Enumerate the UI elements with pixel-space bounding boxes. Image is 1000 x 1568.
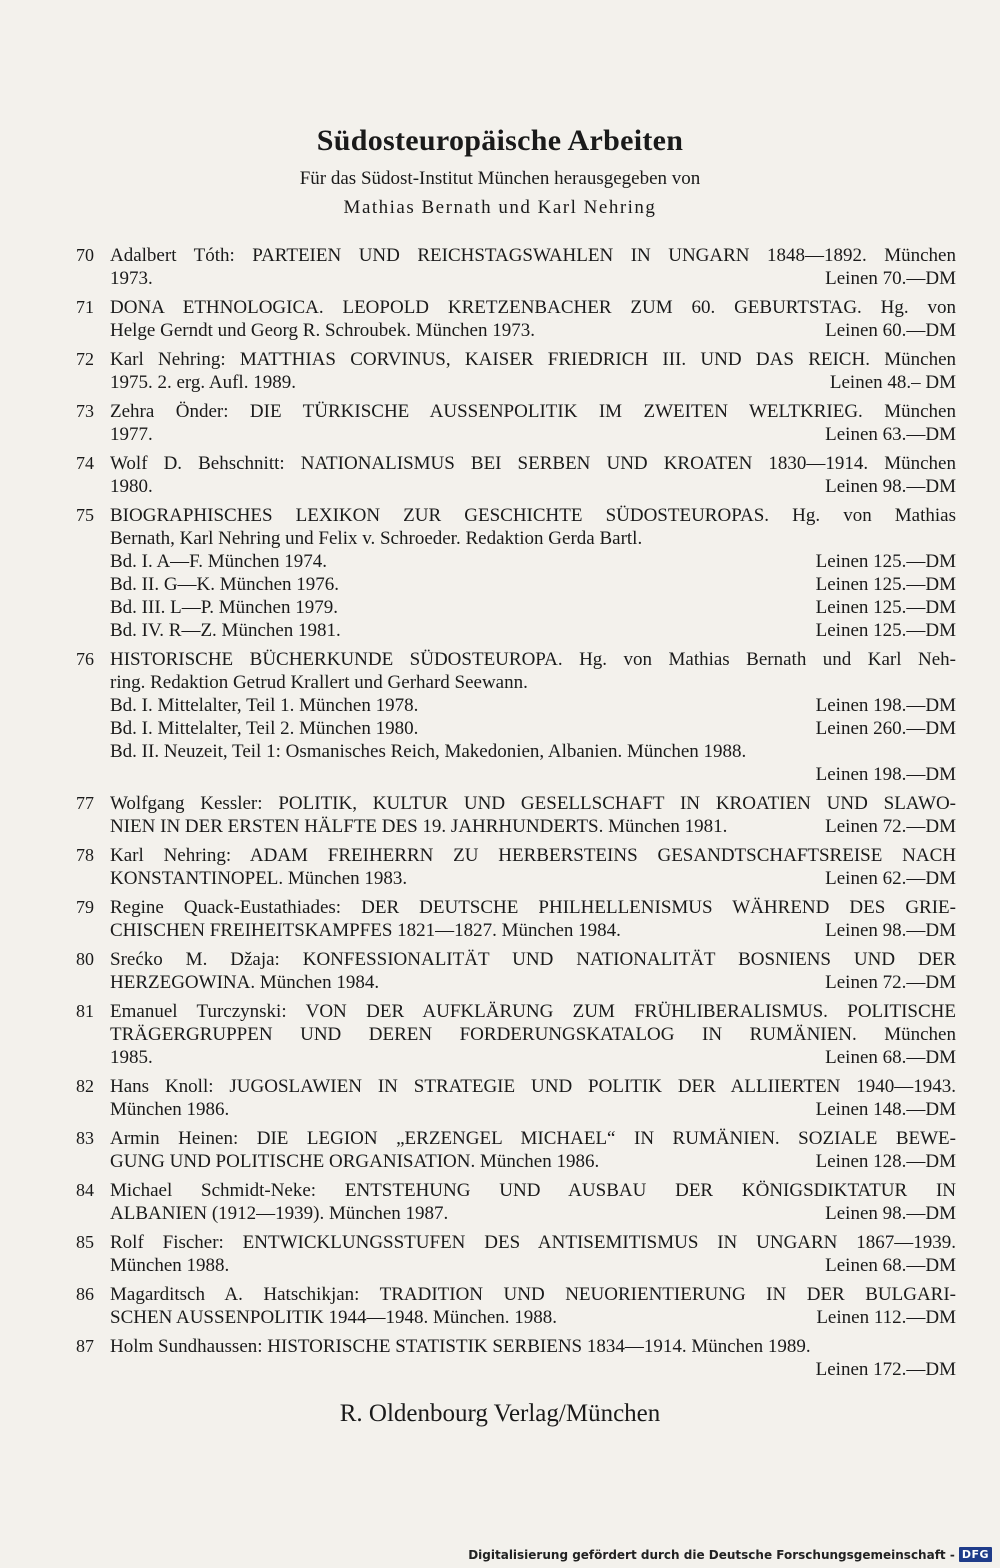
entry-number: 80 [76, 949, 94, 969]
entry-text-line: ring. Redaktion Getrud Krallert und Gerhard Seewann. [110, 672, 528, 693]
entry-last-line [110, 371, 956, 394]
digitization-footer [468, 1547, 992, 1562]
entry-text-line: Rolf Fischer: ENTWICKLUNGSSTUFEN DES ANTISEMITISMUS IN UNGARN 1867—1939. [110, 1232, 956, 1253]
entry-text-line: Holm Sundhaussen: HISTORISCHE STATISTIK SERBIENS 1834—1914. München 1989. [110, 1336, 811, 1357]
entry-last-line [110, 1254, 956, 1277]
entry-text-line: Michael Schmidt-Neke: ENTSTEHUNG UND AUSBAU DER KÖNIGSDIKTATUR IN [110, 1180, 956, 1201]
entry-body [110, 1075, 956, 1121]
entry-last-line [110, 1150, 956, 1173]
entry-last-line [110, 475, 956, 498]
entry-text-line: CHISCHEN FREIHEITSKAMPFES 1821—1827. München 1984. [110, 920, 621, 941]
entry-number: 82 [76, 1076, 94, 1096]
entry-price: Leinen 112.—DM [816, 1307, 956, 1328]
entry-text-line: Emanuel Turczynski: VON DER AUFKLÄRUNG ZUM FRÜHLIBERALISMUS. POLITISCHE [110, 1001, 956, 1022]
entry-price: Leinen 72.—DM [825, 816, 956, 837]
list-item [76, 1179, 956, 1225]
entry-last-line [110, 1098, 956, 1121]
entry-price: Leinen 98.—DM [825, 1203, 956, 1224]
entry-number: 75 [76, 505, 94, 525]
series-title: Südosteuropäische Arbeiten [316, 124, 684, 157]
list-item [76, 452, 956, 498]
entry-number: 79 [76, 897, 94, 917]
entry-text-line: München 1988. [110, 1255, 230, 1276]
entry-number: 83 [76, 1128, 94, 1148]
series-subtitle: Für das Südost-Institut München herausgegeben von [299, 168, 701, 189]
entry-body [110, 1283, 956, 1329]
volume-text: Bd. II. Neuzeit, Teil 1: Osmanisches Reich, Makedonien, Albanien. München 1988. [110, 741, 747, 762]
entry-body [110, 896, 956, 942]
entry-price: Leinen 68.—DM [825, 1255, 956, 1276]
entry-text-line: 1973. [110, 268, 153, 289]
entry-text-line: ALBANIEN (1912—1939). München 1987. [110, 1203, 449, 1224]
volume-row [110, 619, 956, 642]
entry-number: 76 [76, 649, 94, 669]
list-item [76, 792, 956, 838]
entry-text-line: Armin Heinen: DIE LEGION „ERZENGEL MICHAEL“ IN RUMÄNIEN. SOZIALE BEWE- [110, 1128, 956, 1149]
entry-body [110, 504, 956, 642]
entry-text-line: Regine Quack-Eustathiades: DER DEUTSCHE PHILHELLENISMUS WÄHREND DES GRIE- [110, 897, 956, 918]
list-item [76, 296, 956, 342]
entry-text-line: Wolf D. Behschnitt: NATIONALISMUS BEI SERBEN UND KROATEN 1830—1914. München [110, 453, 956, 474]
volume-price: Leinen 125.—DM [815, 620, 956, 641]
publication-list [76, 244, 956, 1387]
entry-body [110, 844, 956, 890]
entry-body [110, 792, 956, 838]
entry-price: Leinen 98.—DM [825, 920, 956, 941]
entry-text-line: München 1986. [110, 1099, 230, 1120]
volume-row [110, 717, 956, 740]
volume-price: Leinen 125.—DM [815, 597, 956, 618]
entry-body [110, 452, 956, 498]
volume-price: Leinen 198.—DM [815, 695, 956, 716]
publisher-imprint: R. Oldenbourg Verlag/München [339, 1400, 661, 1427]
entry-price: Leinen 98.—DM [825, 476, 956, 497]
entry-body [110, 1231, 956, 1277]
entry-body [110, 244, 956, 290]
entry-price: Leinen 63.—DM [825, 424, 956, 445]
entry-last-line [110, 919, 956, 942]
entry-last-line [110, 1306, 956, 1329]
dfg-logo-icon: DFG [959, 1547, 992, 1562]
entry-body [110, 1127, 956, 1173]
volume-text: Bd. III. L—P. München 1979. [110, 597, 338, 618]
entry-number: 81 [76, 1001, 94, 1021]
entry-text-line: NIEN IN DER ERSTEN HÄLFTE DES 19. JAHRHUNDERTS. München 1981. [110, 816, 728, 837]
list-item [76, 244, 956, 290]
list-item [76, 1127, 956, 1173]
list-item [76, 504, 956, 642]
footer-text: Digitalisierung gefördert durch die Deutsche Forschungsgemeinschaft - [468, 1547, 955, 1562]
entry-last-line [110, 423, 956, 446]
entry-number: 77 [76, 793, 94, 813]
entry-text-line: Hans Knoll: JUGOSLAWIEN IN STRATEGIE UND POLITIK DER ALLIIERTEN 1940—1943. [110, 1076, 956, 1097]
list-item [76, 1283, 956, 1329]
entry-last-line [110, 1046, 956, 1069]
entry-text-line: Magarditsch A. Hatschikjan: TRADITION UND NEUORIENTIERUNG IN DER BULGARI- [110, 1284, 956, 1305]
entry-last-line [110, 815, 956, 838]
entry-price: Leinen 68.—DM [825, 1047, 956, 1068]
volume-row [110, 573, 956, 596]
entry-text-line: Bernath, Karl Nehring und Felix v. Schroeder. Redaktion Gerda Bartl. [110, 528, 643, 549]
volume-text: Bd. I. A—F. München 1974. [110, 551, 327, 572]
entry-last-line [110, 267, 956, 290]
list-item [76, 348, 956, 394]
volume-price: Leinen 125.—DM [815, 551, 956, 572]
entry-text-line: HERZEGOWINA. München 1984. [110, 972, 380, 993]
entry-number: 87 [76, 1336, 94, 1356]
volume-text: Bd. II. G—K. München 1976. [110, 574, 340, 595]
entry-number: 73 [76, 401, 94, 421]
entry-text-line: DONA ETHNOLOGICA. LEOPOLD KRETZENBACHER ZUM 60. GEBURTSTAG. Hg. von [110, 297, 956, 318]
entry-body [110, 348, 956, 394]
entry-text-line: 1985. [110, 1047, 153, 1068]
volume-text: Bd. I. Mittelalter, Teil 2. München 1980. [110, 718, 419, 739]
entry-text-line: Srećko M. Džaja: KONFESSIONALITÄT UND NATIONALITÄT BOSNIENS UND DER [110, 949, 956, 970]
entry-body [110, 296, 956, 342]
entry-last-line [110, 971, 956, 994]
volume-price: Leinen 260.—DM [815, 718, 956, 739]
list-item [76, 1000, 956, 1069]
entry-body [110, 948, 956, 994]
entry-price: Leinen 72.—DM [825, 972, 956, 993]
entry-price: Leinen 172.—DM [815, 1359, 956, 1380]
entry-body [110, 1000, 956, 1069]
entry-text-line: Karl Nehring: MATTHIAS CORVINUS, KAISER FRIEDRICH III. UND DAS REICH. München [110, 349, 956, 370]
list-item [76, 648, 956, 786]
entry-last-line [110, 319, 956, 342]
entry-price: Leinen 62.—DM [825, 868, 956, 889]
volume-text: Bd. IV. R—Z. München 1981. [110, 620, 341, 641]
entry-text-line: 1975. 2. erg. Aufl. 1989. [110, 372, 296, 393]
entry-price: Leinen 60.—DM [825, 320, 956, 341]
entry-text-line: Wolfgang Kessler: POLITIK, KULTUR UND GESELLSCHAFT IN KROATIEN UND SLAWO- [110, 793, 956, 814]
entry-text-line: SCHEN AUSSENPOLITIK 1944—1948. München. 1988. [110, 1307, 558, 1328]
list-item [76, 948, 956, 994]
entry-number: 86 [76, 1284, 94, 1304]
entry-price: Leinen 128.—DM [815, 1151, 956, 1172]
volume-price: Leinen 198.—DM [815, 764, 956, 785]
entry-price: Leinen 48.– DM [829, 372, 956, 393]
entry-body [110, 400, 956, 446]
entry-price: Leinen 70.—DM [825, 268, 956, 289]
entry-text-line: GUNG UND POLITISCHE ORGANISATION. München 1986. [110, 1151, 600, 1172]
entry-body [110, 648, 956, 786]
entry-number: 78 [76, 845, 94, 865]
entry-body [110, 1335, 956, 1381]
list-item [76, 1335, 956, 1381]
entry-number: 72 [76, 349, 94, 369]
series-editors: Mathias Bernath und Karl Nehring [343, 197, 657, 218]
entry-price: Leinen 148.—DM [815, 1099, 956, 1120]
entry-last-line [110, 1202, 956, 1225]
entry-text-line: Zehra Önder: DIE TÜRKISCHE AUSSENPOLITIK IM ZWEITEN WELTKRIEG. München [110, 401, 956, 422]
entry-number: 84 [76, 1180, 94, 1200]
entry-text-line: Karl Nehring: ADAM FREIHERRN ZU HERBERSTEINS GESANDTSCHAFTSREISE NACH [110, 845, 956, 866]
volume-text: Bd. I. Mittelalter, Teil 1. München 1978. [110, 695, 419, 716]
volume-row [110, 550, 956, 573]
volume-row [110, 694, 956, 717]
entry-text-line: Adalbert Tóth: PARTEIEN UND REICHSTAGSWAHLEN IN UNGARN 1848—1892. München [110, 245, 956, 266]
volume-price: Leinen 125.—DM [815, 574, 956, 595]
entry-number: 71 [76, 297, 94, 317]
list-item [76, 1075, 956, 1121]
entry-last-line [110, 867, 956, 890]
entry-text-line: KONSTANTINOPEL. München 1983. [110, 868, 408, 889]
entry-text-line: 1977. [110, 424, 153, 445]
entry-number: 85 [76, 1232, 94, 1252]
volume-row [110, 596, 956, 619]
entry-body [110, 1179, 956, 1225]
list-item [76, 844, 956, 890]
entry-text-line: BIOGRAPHISCHES LEXIKON ZUR GESCHICHTE SÜDOSTEUROPAS. Hg. von Mathias [110, 505, 956, 526]
list-item [76, 896, 956, 942]
entry-text-line: TRÄGERGRUPPEN UND DEREN FORDERUNGSKATALOG IN RUMÄNIEN. München [110, 1024, 956, 1045]
entry-number: 70 [76, 245, 94, 265]
list-item [76, 1231, 956, 1277]
entry-text-line: 1980. [110, 476, 153, 497]
entry-text-line: HISTORISCHE BÜCHERKUNDE SÜDOSTEUROPA. Hg. von Mathias Bernath und Karl Neh- [110, 649, 956, 670]
entry-text-line: Helge Gerndt und Georg R. Schroubek. München 1973. [110, 320, 535, 341]
list-item [76, 400, 956, 446]
entry-number: 74 [76, 453, 94, 473]
